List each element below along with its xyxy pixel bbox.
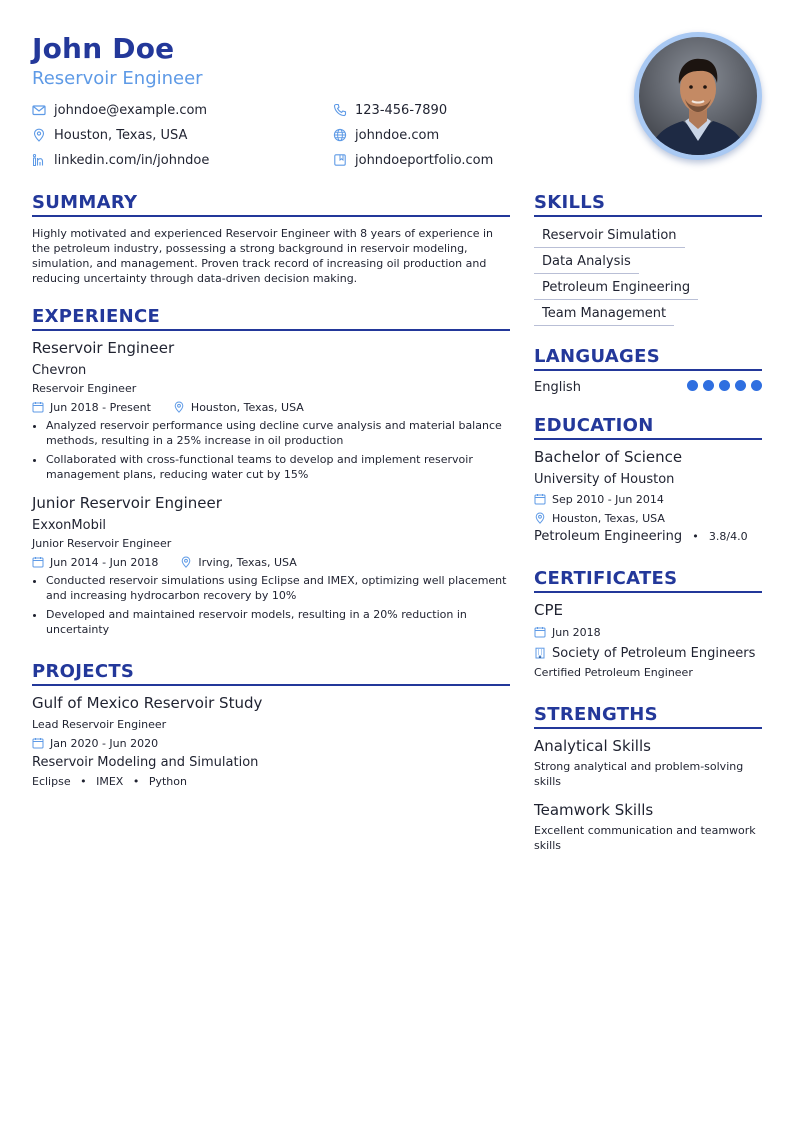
phone-text: 123-456-7890 [355, 102, 448, 118]
summary-section [32, 190, 510, 286]
education-gpa: 3.8/4.0 [708, 530, 748, 543]
projects-section [32, 659, 510, 789]
contact-email[interactable] [32, 101, 207, 119]
job-dates: Jun 2014 - Jun 2018 [50, 555, 159, 569]
education-field-row: Petroleum Engineering • 3.8/4.0 [534, 529, 748, 544]
list-item: • Conducted reservoir simulations using Eclipse and IMEX, optimizing well placement and increasing hydrocarbon recovery by 10% [46, 573, 510, 603]
education-location-row [534, 510, 762, 526]
strength-title: Teamwork Skills [534, 801, 654, 819]
contact-location [32, 126, 187, 144]
building-icon [534, 647, 546, 659]
education-dates: Sep 2010 - Jun 2014 [552, 492, 664, 506]
certificates-heading: CERTIFICATES [534, 566, 762, 593]
certificate-date: Jun 2018 [552, 625, 601, 639]
certificate-name: CPE [534, 601, 563, 619]
profile-photo-frame [634, 32, 762, 160]
strengths-heading: STRENGTHS [534, 702, 762, 729]
candidate-name: John Doe [32, 32, 175, 65]
right-column [534, 190, 762, 853]
phone-icon [333, 103, 347, 117]
education-dates-row [534, 491, 762, 507]
experience-item [32, 339, 510, 482]
certificates-section [534, 566, 762, 680]
education-heading: EDUCATION [534, 413, 762, 440]
contact-linkedin[interactable] [32, 151, 209, 169]
contact-website[interactable] [333, 126, 439, 144]
location-icon [534, 512, 546, 524]
portfolio-text: johndoeportfolio.com [355, 152, 494, 168]
candidate-title: Reservoir Engineer [32, 68, 203, 89]
skill-tag: Team Management [534, 304, 674, 326]
tool-tag: Eclipse [32, 775, 71, 788]
language-row [534, 380, 762, 395]
job-role: Reservoir Engineer [32, 382, 137, 395]
language-level-dot [735, 380, 746, 391]
strength-description: Strong analytical and problem-solving skills [534, 760, 744, 788]
skill-tag: Data Analysis [534, 252, 639, 274]
certificate-description: Certified Petroleum Engineer [534, 666, 693, 679]
email-text: johndoe@example.com [54, 102, 208, 118]
languages-heading: LANGUAGES [534, 344, 762, 371]
skill-tag: Reservoir Simulation [534, 226, 685, 248]
location-icon [180, 556, 192, 568]
language-name: English [534, 380, 581, 395]
contact-phone[interactable] [333, 101, 447, 119]
certificate-issuer: Society of Petroleum Engineers [552, 645, 756, 661]
resume-page [32, 0, 762, 1123]
education-field: Petroleum Engineering [534, 529, 683, 544]
certificate-issuer-row [534, 644, 762, 662]
project-title: Gulf of Mexico Reservoir Study [32, 694, 263, 712]
language-level [682, 380, 762, 395]
calendar-icon [32, 401, 44, 413]
location-text: Houston, Texas, USA [54, 127, 188, 143]
languages-section [534, 344, 762, 395]
education-location: Houston, Texas, USA [552, 511, 665, 525]
strengths-section [534, 702, 762, 853]
list-item: • Collaborated with cross-functional teams to develop and implement reservoir management plans, reducing water cut by 15% [46, 452, 510, 482]
language-level-dot [687, 380, 698, 391]
project-subtitle: Reservoir Modeling and Simulation [32, 755, 259, 770]
location-icon [173, 401, 185, 413]
job-meta [32, 554, 510, 570]
experience-item [32, 494, 510, 637]
language-level-dot [719, 380, 730, 391]
tool-tag: Python [148, 775, 187, 788]
linkedin-text: linkedin.com/in/johndoe [54, 152, 210, 168]
project-tools: Eclipse • IMEX • Python [32, 775, 187, 788]
job-bullets [32, 573, 510, 637]
website-text: johndoe.com [355, 127, 440, 143]
avatar [639, 37, 757, 155]
school: University of Houston [534, 472, 675, 487]
company-name: ExxonMobil [32, 518, 107, 533]
project-meta [32, 735, 510, 751]
language-level-dot [751, 380, 762, 391]
tool-tag: IMEX [96, 775, 124, 788]
strength-title: Analytical Skills [534, 737, 651, 755]
experience-heading: EXPERIENCE [32, 304, 510, 331]
calendar-icon [534, 493, 546, 505]
skills-section [534, 190, 762, 326]
job-title: Reservoir Engineer [32, 339, 175, 357]
company-name: Chevron [32, 363, 87, 378]
job-location: Houston, Texas, USA [190, 400, 304, 414]
calendar-icon [534, 626, 546, 638]
portfolio-icon [333, 153, 347, 167]
job-meta [32, 399, 510, 415]
job-dates: Jun 2018 - Present [50, 400, 151, 414]
skills-heading: SKILLS [534, 190, 762, 217]
left-column [32, 190, 510, 789]
project-role: Lead Reservoir Engineer [32, 718, 167, 731]
projects-heading: PROJECTS [32, 659, 510, 686]
strength-description: Excellent communication and teamwork skills [534, 824, 756, 852]
summary-text: Highly motivated and experienced Reservoir Engineer with 8 years of experience in the petroleum industry, possessing a strong background in reservoir modeling, simulation, and management. Proven track record of increasing oil production and reducing uncertainty through data-driven decision making. [32, 227, 494, 285]
list-item: • Developed and maintained reservoir models, resulting in a 20% reduction in uncertainty [46, 607, 510, 637]
location-icon [32, 128, 46, 142]
job-location: Irving, Texas, USA [198, 555, 297, 569]
experience-section [32, 304, 510, 637]
skill-tag: Petroleum Engineering [534, 278, 698, 300]
list-item: • Analyzed reservoir performance using decline curve analysis and material balance methods, resulting in a 25% increase in oil production [46, 418, 510, 448]
certificate-date-row [534, 624, 762, 640]
summary-heading: SUMMARY [32, 190, 510, 217]
linkedin-icon [32, 153, 46, 167]
mail-icon [32, 103, 46, 117]
language-level-dot [703, 380, 714, 391]
job-title: Junior Reservoir Engineer [32, 494, 222, 512]
degree: Bachelor of Science [534, 448, 683, 466]
calendar-icon [32, 556, 44, 568]
globe-icon [333, 128, 347, 142]
job-bullets [32, 418, 510, 482]
contact-portfolio[interactable] [333, 151, 493, 169]
job-role: Junior Reservoir Engineer [32, 537, 172, 550]
education-section [534, 413, 762, 544]
skills-list [534, 224, 762, 326]
project-dates: Jan 2020 - Jun 2020 [50, 736, 159, 750]
calendar-icon [32, 737, 44, 749]
